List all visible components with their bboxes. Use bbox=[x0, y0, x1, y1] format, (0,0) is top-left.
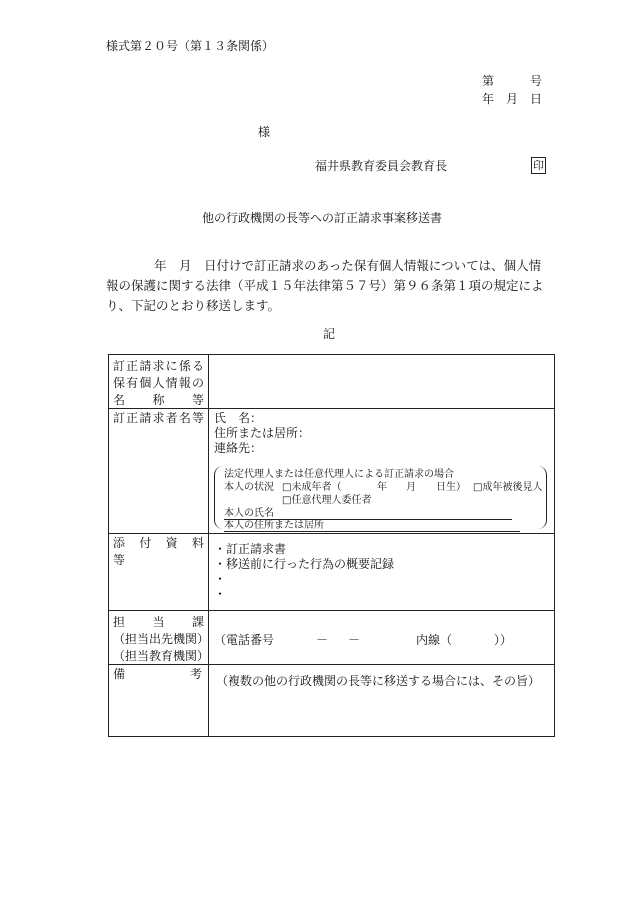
adult-guardian-checkbox: □成年被後見人 bbox=[473, 482, 543, 493]
label-cell bbox=[109, 355, 209, 409]
phone-dash: － bbox=[348, 633, 361, 647]
ki-heading: 記 bbox=[323, 327, 336, 341]
phone-closing: ）） bbox=[494, 633, 513, 647]
phone-dash: － bbox=[316, 633, 329, 647]
row-requester bbox=[109, 409, 555, 534]
agent-heading: 法定代理人または任意代理人による訂正請求の場合 bbox=[224, 469, 454, 480]
document-number: 第 号 bbox=[482, 74, 543, 88]
body-line-3: り、下記のとおり移送します。 bbox=[106, 298, 281, 313]
form-number: 様式第２０号（第１３条関係） bbox=[106, 39, 275, 53]
principal-status-label: 本人の状況 bbox=[224, 482, 274, 493]
addressee-suffix: 様 bbox=[258, 125, 271, 139]
attachment-item: ・移送前に行った行為の概要記録 bbox=[214, 557, 395, 571]
attachments-value-cell bbox=[209, 534, 555, 611]
row-department bbox=[109, 611, 555, 665]
birth-year: 年 bbox=[377, 482, 387, 493]
birth-day: 日生） bbox=[436, 482, 466, 493]
attachments-label: 添 付 資 料 等 bbox=[113, 536, 217, 567]
row-remarks bbox=[109, 665, 555, 737]
transfer-form-table bbox=[108, 354, 555, 737]
remarks-label-1: 備 bbox=[113, 667, 126, 681]
extension-label: 内線（ bbox=[416, 633, 453, 647]
label-line: 担 当 課 bbox=[113, 615, 204, 629]
attachment-item: ・訂正請求書 bbox=[214, 542, 287, 556]
seal-mark: 印 bbox=[533, 159, 544, 172]
agent-delegate-checkbox: □任意代理人委任者 bbox=[282, 495, 372, 506]
department-value-cell bbox=[209, 611, 555, 665]
information-name-value bbox=[209, 355, 555, 409]
issuer-name: 福井県教育委員会教育長 bbox=[315, 159, 448, 173]
label-line: 訂正請求に係る bbox=[113, 359, 204, 373]
principal-address-underline bbox=[224, 531, 520, 532]
body-line-1: 年 月 日付けで訂正請求のあった保有個人情報については、個人情 bbox=[154, 258, 542, 273]
row-information-name bbox=[109, 355, 555, 409]
attachment-item: ・ bbox=[214, 572, 227, 586]
requester-label: 訂正請求者名等 bbox=[113, 411, 204, 425]
body-line-2: 報の保護に関する法律（平成１５年法律第５７号）第９６条第１項の規定によ bbox=[106, 278, 544, 293]
birth-month: 月 bbox=[406, 482, 416, 493]
label-line: （担当出先機関） bbox=[113, 632, 210, 646]
label-cell bbox=[109, 611, 209, 665]
phone-label: （電話番号 bbox=[214, 633, 275, 647]
label-cell bbox=[109, 665, 209, 737]
label-cell bbox=[109, 534, 217, 611]
label-cell bbox=[109, 409, 209, 534]
principal-address-label: 本人の住所または居所 bbox=[224, 520, 324, 531]
minor-checkbox: □未成年者（ bbox=[282, 482, 342, 493]
attachment-item: ・ bbox=[214, 587, 227, 601]
remarks-value-cell bbox=[209, 665, 555, 737]
requester-address: 住所または居所： bbox=[214, 426, 311, 440]
label-line: （担当教育機関） bbox=[113, 649, 210, 663]
row-attachments bbox=[109, 534, 555, 611]
label-line: 名 称 等 bbox=[113, 393, 204, 407]
remarks-note: （複数の他の行政機関の長等に移送する場合には、その旨） bbox=[216, 674, 541, 688]
document-title: 他の行政機関の長等への訂正請求事案移送書 bbox=[202, 211, 443, 225]
label-line: 保有個人情報の bbox=[113, 376, 204, 390]
requester-name: 氏 名： bbox=[214, 411, 263, 425]
principal-name-label: 本人の氏名 bbox=[224, 508, 274, 519]
document-date: 年 月 日 bbox=[482, 92, 543, 106]
requester-value-cell bbox=[209, 409, 555, 534]
requester-contact: 連絡先： bbox=[214, 441, 263, 455]
remarks-label-2: 考 bbox=[189, 667, 202, 681]
